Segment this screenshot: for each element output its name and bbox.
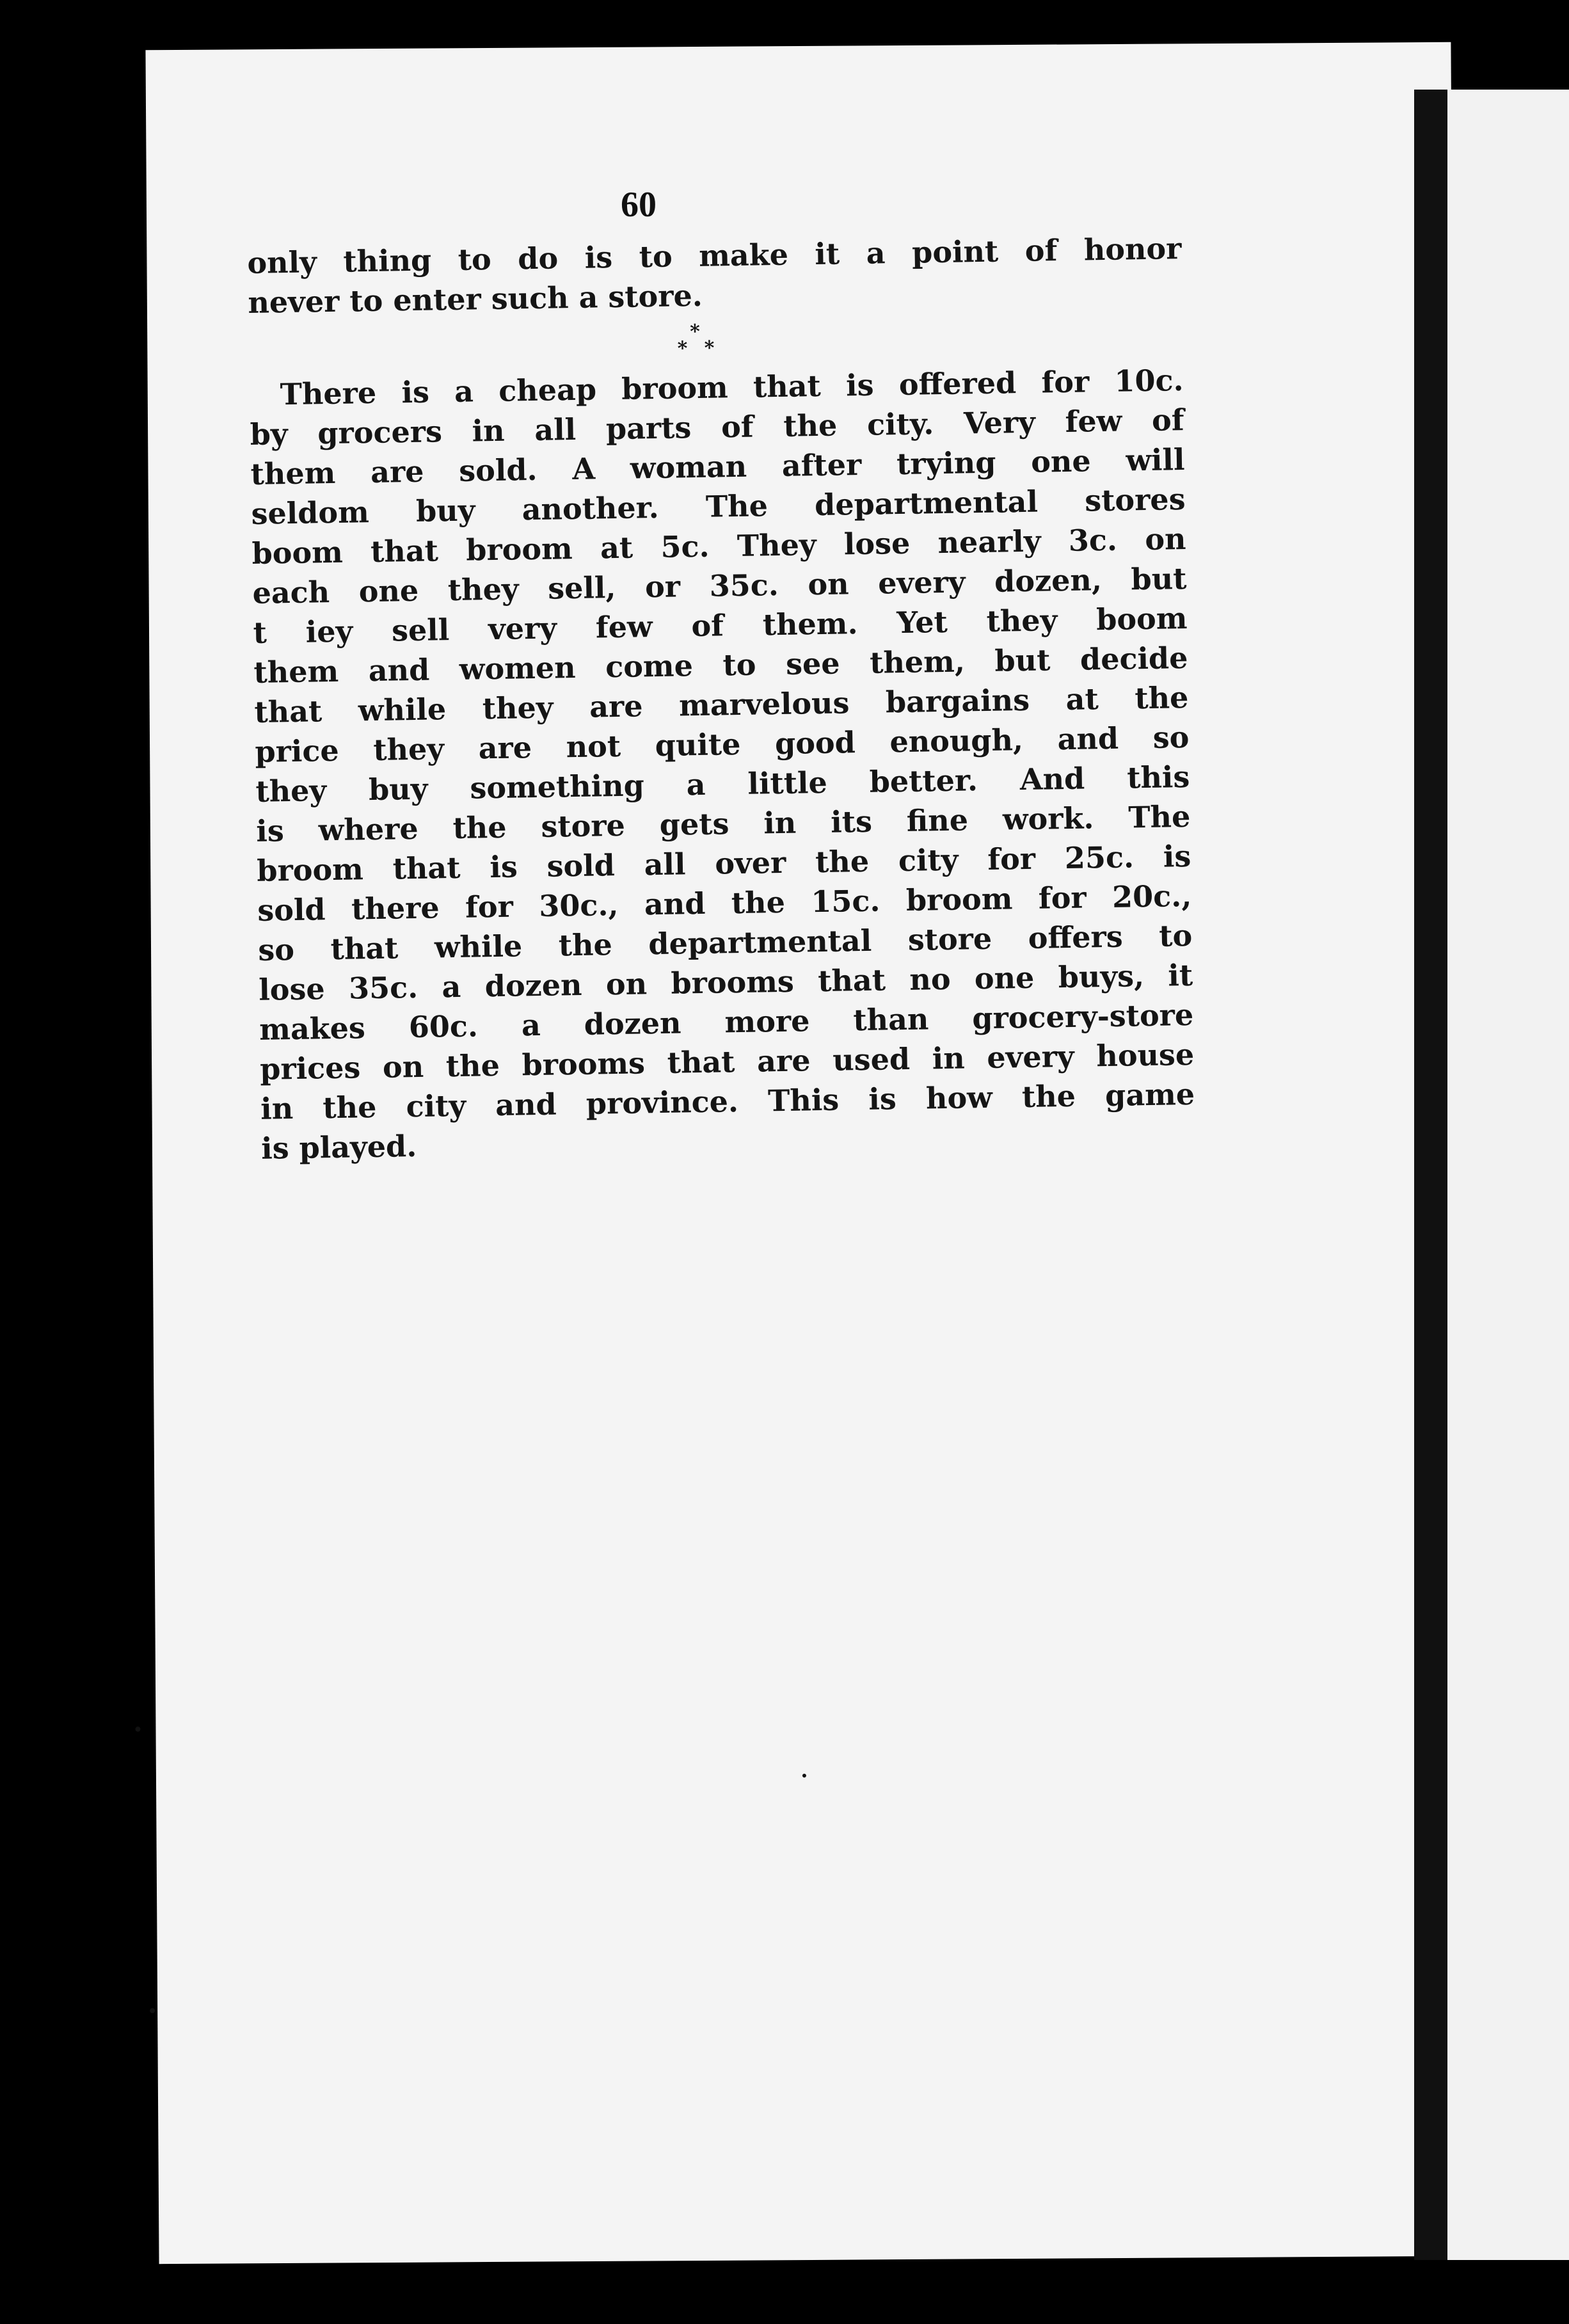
- text-line: so that while the departmental store offers to: [257, 918, 1193, 967]
- text-line: sold there for 30c., and the 15c. broom for 20c.,: [257, 878, 1192, 928]
- page-number: 60: [621, 185, 657, 225]
- text-line: never to enter such a store.: [248, 278, 703, 320]
- text-line: by grocers in all parts of the city. Very few of: [250, 402, 1184, 452]
- text-line: is played.: [260, 1129, 417, 1166]
- asterism-star: *: [704, 337, 715, 360]
- text-line: lose 35c. a dozen on brooms that no one buys, it: [258, 957, 1193, 1007]
- text-line: in the city and province. This is how the game: [260, 1076, 1195, 1126]
- ink-speck: [802, 1774, 806, 1778]
- text-line: seldom buy another. The departmental stores: [251, 482, 1186, 531]
- paragraph: [247, 228, 1183, 322]
- text-line: them and women come to see them, but decide: [253, 640, 1188, 690]
- text-line: There is a cheap broom that is offered for 10c.: [280, 363, 1184, 412]
- text-line: boom that broom at 5c. They lose nearly 3c. on: [251, 521, 1186, 571]
- asterism-star: *: [689, 320, 701, 344]
- page-gutter: [1414, 90, 1447, 2260]
- asterism-star: *: [677, 337, 688, 360]
- text-line: only thing to do is to make it a point of honor: [247, 231, 1182, 280]
- text-line: broom that is sold all over the city for 25c. is: [256, 838, 1191, 888]
- text-line: they buy something a little better. And this: [255, 759, 1190, 809]
- ink-speck: [150, 2008, 155, 2013]
- facing-page-edge: [1447, 90, 1569, 2260]
- paragraph: [249, 360, 1195, 1168]
- text-line: price they are not quite good enough, and so: [255, 719, 1190, 769]
- text-line: makes 60c. a dozen more than grocery-store: [259, 997, 1194, 1047]
- text-line: that while they are marvelous bargains at the: [254, 680, 1189, 729]
- body-text: [247, 228, 1196, 1168]
- text-line: t iey sell very few of them. Yet they boom: [253, 600, 1188, 650]
- text-line: each one they sell, or 35c. on every dozen, but: [252, 561, 1187, 610]
- text-line: them are sold. A woman after trying one will: [250, 442, 1185, 491]
- text-line: prices on the brooms that are used in every house: [259, 1037, 1195, 1086]
- ink-speck: [135, 1726, 140, 1731]
- text-line: is where the store gets in its fine work. The: [256, 799, 1191, 848]
